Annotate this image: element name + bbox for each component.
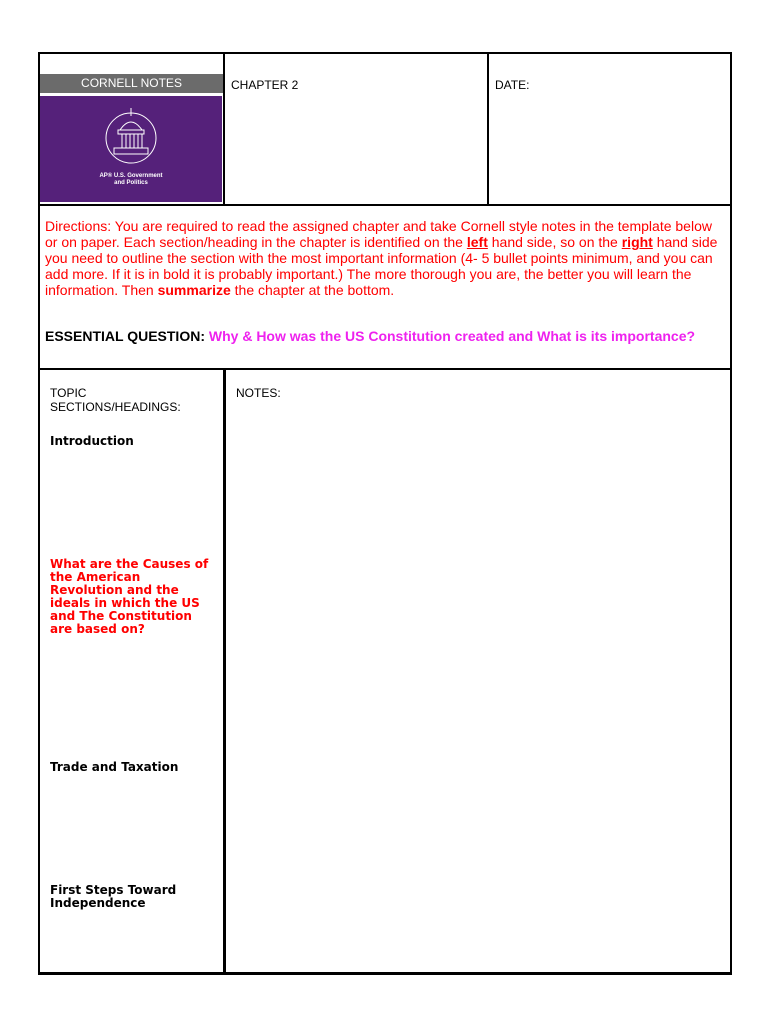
summarize-emphasis: summarize xyxy=(157,282,231,298)
essential-question xyxy=(45,328,725,345)
topic-causes-revolution: What are the Causes of the American Revolution and the ideals in which the US and The Constitution are based on? xyxy=(50,557,209,636)
topic-first-steps: First Steps Toward Independence xyxy=(50,883,177,910)
topic-header: TOPIC SECTIONS/HEADINGS: xyxy=(50,386,181,414)
border-bottom xyxy=(38,972,732,975)
topic-trade-taxation: Trade and Taxation xyxy=(50,760,179,774)
left-emphasis: left xyxy=(466,234,488,250)
date-field[interactable]: DATE: xyxy=(495,78,530,92)
border-right xyxy=(730,52,732,975)
essential-question-label: ESSENTIAL QUESTION: xyxy=(45,328,209,344)
directions-text: Directions: You are required to read the assigned chapter and take Cornell style notes in the template below or on paper. Each section/heading in the chapter is identified on the left hand side, so on the right hand side you need to outline the section with the most important information (4- 5 bullet points minimum, and you can add more. If it is in bold it is probably important.) The more thorough you are, the better you will learn the information. Then summarize the chapter at the bottom. xyxy=(45,218,718,298)
chapter-label: CHAPTER 2 xyxy=(231,78,299,92)
topic-introduction: Introduction xyxy=(50,434,134,448)
divider-notes-col xyxy=(223,368,226,975)
divider-directions xyxy=(38,368,732,370)
border-top xyxy=(38,52,732,54)
cornell-notes-label: CORNELL NOTES xyxy=(40,74,223,93)
course-logo xyxy=(40,96,222,202)
right-emphasis: right xyxy=(621,234,653,250)
essential-question-text: Why & How was the US Constitution created and What is its importance? xyxy=(208,328,696,344)
divider-header xyxy=(38,204,732,206)
divider-header-col2 xyxy=(487,52,489,206)
divider-header-col1 xyxy=(223,52,225,206)
logo-caption-line2: and Politics xyxy=(114,180,148,186)
notes-header: NOTES: xyxy=(236,386,281,400)
notes-area[interactable] xyxy=(228,404,728,970)
logo-caption-line1: AP® U.S. Government xyxy=(99,173,163,179)
